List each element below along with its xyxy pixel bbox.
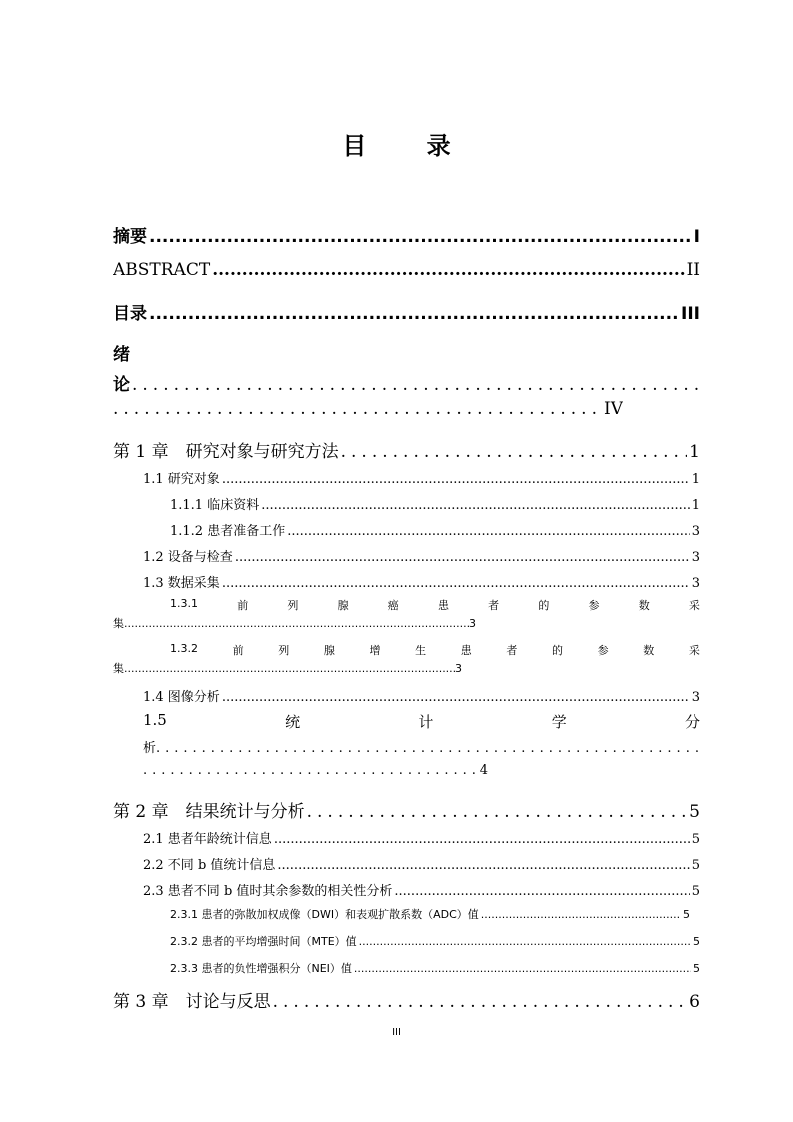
toc-leader (307, 802, 688, 822)
toc-entry-2-3-3[interactable] (170, 960, 700, 976)
toc-entry-2-2[interactable] (143, 854, 700, 873)
toc-label: 2.2 不同 b 值统计信息 (143, 858, 276, 873)
toc-label-part: 生 (415, 644, 427, 657)
toc-label-part: 的 (552, 644, 563, 657)
toc-entry-1-3[interactable] (143, 572, 700, 591)
toc-leader (222, 472, 690, 487)
toc-leader (113, 399, 602, 419)
toc-label-part: 患 (460, 644, 472, 657)
toc-entry-1-3-2-line2[interactable] (113, 660, 462, 676)
toc-page: 5 (689, 802, 700, 822)
toc-page: 3 (469, 617, 476, 630)
toc-leader (124, 662, 455, 675)
toc-entry-chapter-2[interactable] (113, 797, 700, 822)
toc-page: III (681, 304, 700, 324)
toc-entry-intro-line2[interactable] (113, 370, 700, 395)
toc-leader (132, 375, 698, 395)
page-number: III (392, 1027, 401, 1038)
toc-label: 2.1 患者年龄统计信息 (143, 832, 272, 847)
toc-leader (261, 498, 690, 513)
toc-leader (354, 962, 691, 975)
toc-label: 1.1.2 患者准备工作 (170, 524, 286, 539)
toc-label-part: 列 (278, 644, 290, 657)
toc-label-part: 1.3.2 (170, 642, 198, 655)
toc-entry-2-3-1[interactable] (170, 906, 690, 922)
toc-label: 2.3.2 患者的平均增强时间（MTE）值 (170, 935, 357, 948)
toc-entry-1-2[interactable] (143, 546, 700, 565)
toc-entry-contents[interactable] (113, 299, 700, 324)
toc-label: 2.3 患者不同 b 值时其余参数的相关性分析 (143, 884, 393, 899)
toc-label: 析 (143, 741, 157, 756)
toc-label: 集 (113, 662, 124, 675)
toc-label-part: 参 (588, 599, 600, 612)
toc-page: 5 (691, 832, 700, 847)
toc-leader (149, 304, 679, 324)
toc-label: 第 2 章 结果统计与分析 (113, 802, 305, 822)
toc-leader (222, 576, 690, 591)
toc-entry-chapter-1[interactable] (113, 437, 700, 462)
toc-page: 3 (691, 524, 700, 539)
toc-entry-1-5-line2[interactable] (143, 737, 700, 756)
toc-label: 1.2 设备与检查 (143, 550, 233, 565)
toc-label-part: 学 (551, 713, 567, 731)
toc-entry-1-4[interactable] (143, 686, 700, 705)
toc-entry-1-5-line1[interactable] (143, 711, 700, 732)
toc-label-part: 分 (684, 713, 700, 731)
toc-page: 5 (691, 858, 700, 873)
toc-label-part: 数 (638, 599, 650, 612)
toc-entry-2-3-2[interactable] (170, 933, 700, 949)
toc-label-part: 1.3.1 (170, 597, 198, 610)
toc-entry-abstract-en[interactable] (113, 260, 700, 280)
toc-page: I (693, 227, 700, 247)
toc-label-part: 采 (688, 599, 700, 612)
toc-entry-1-3-1-line2[interactable] (113, 615, 476, 631)
toc-leader (212, 260, 684, 280)
toc-label: 第 3 章 讨论与反思 (113, 992, 271, 1012)
toc-label-part: 增 (369, 644, 381, 657)
toc-page: 3 (691, 576, 700, 591)
page-title: 目 录 (342, 132, 477, 160)
toc-entry-1-1-1[interactable] (170, 494, 700, 513)
toc-label-part: 统 (285, 713, 301, 731)
toc-label-part: 1.5 (143, 711, 167, 729)
toc-leader (156, 741, 700, 756)
toc-entry-2-3[interactable] (143, 880, 700, 899)
toc-label-part: 前 (237, 599, 249, 612)
toc-label-part: 腺 (337, 599, 349, 612)
toc-label-part: 前 (232, 644, 244, 657)
toc-page: 6 (689, 992, 700, 1012)
toc-leader (287, 524, 690, 539)
toc-label: 1.3 数据采集 (143, 576, 220, 591)
toc-leader (274, 832, 690, 847)
toc-entry-1-5-line3[interactable] (143, 763, 488, 778)
toc-label: 1.1.1 临床资料 (170, 498, 260, 513)
toc-label: ABSTRACT (113, 260, 211, 280)
toc-page: 1 (691, 498, 700, 513)
toc-page: 5 (693, 962, 700, 975)
toc-page: 5 (691, 884, 700, 899)
toc-entry-1-1-2[interactable] (170, 520, 700, 539)
toc-leader (235, 550, 690, 565)
toc-entry-chapter-3[interactable] (113, 987, 700, 1012)
toc-label-part: 数 (643, 644, 655, 657)
toc-page: 4 (479, 763, 488, 778)
toc-label-part: 的 (538, 599, 550, 612)
toc-leader (143, 763, 480, 778)
toc-leader (124, 617, 469, 630)
toc-label: 1.1 研究对象 (143, 472, 220, 487)
toc-leader (222, 690, 690, 705)
toc-page: 5 (683, 908, 690, 921)
toc-label: 1.4 图像分析 (143, 690, 220, 705)
toc-page: 1 (691, 472, 700, 487)
toc-leader (277, 858, 689, 873)
toc-label-part: 参 (597, 644, 609, 657)
toc-label: 2.3.1 患者的弥散加权成像（DWI）和表观扩散系数（ADC）值 (170, 908, 479, 921)
toc-leader (273, 992, 688, 1012)
toc-page: 3 (691, 690, 700, 705)
toc-label: 2.3.3 患者的负性增强积分（NEI）值 (170, 962, 352, 975)
toc-page: 3 (455, 662, 462, 675)
toc-label-part: 者 (506, 644, 518, 657)
toc-page: 1 (689, 442, 700, 462)
toc-leader (394, 884, 689, 899)
toc-leader (481, 908, 681, 921)
toc-leader (149, 227, 692, 247)
toc-label-part: 患 (437, 599, 449, 612)
toc-label: 论 (113, 375, 130, 395)
toc-label: 目录 (113, 304, 147, 324)
toc-label-part: 者 (488, 599, 500, 612)
toc-entry-intro-line3[interactable] (113, 399, 623, 419)
toc-entry-abstract-cn[interactable] (113, 222, 700, 247)
toc-page: 5 (693, 935, 700, 948)
toc-label: 集 (113, 617, 124, 630)
toc-page: IV (604, 399, 623, 419)
toc-entry-2-1[interactable] (143, 828, 700, 847)
toc-label-part: 计 (418, 713, 434, 731)
toc-entry-1-3-1-line1[interactable] (170, 597, 700, 613)
toc-label: 第 1 章 研究对象与研究方法 (113, 442, 339, 462)
toc-page: II (686, 260, 700, 280)
toc-page: 3 (691, 550, 700, 565)
toc-entry-intro-line1[interactable]: 绪 (113, 345, 130, 365)
toc-entry-1-3-2-line1[interactable] (170, 642, 700, 658)
toc-leader (341, 442, 688, 462)
toc-label-part: 癌 (387, 599, 399, 612)
toc-label-part: 列 (287, 599, 299, 612)
toc-label-part: 采 (688, 644, 700, 657)
toc-label-part: 腺 (323, 644, 335, 657)
toc-leader (359, 935, 691, 948)
toc-entry-1-1[interactable] (143, 468, 700, 487)
toc-label: 摘要 (113, 227, 147, 247)
